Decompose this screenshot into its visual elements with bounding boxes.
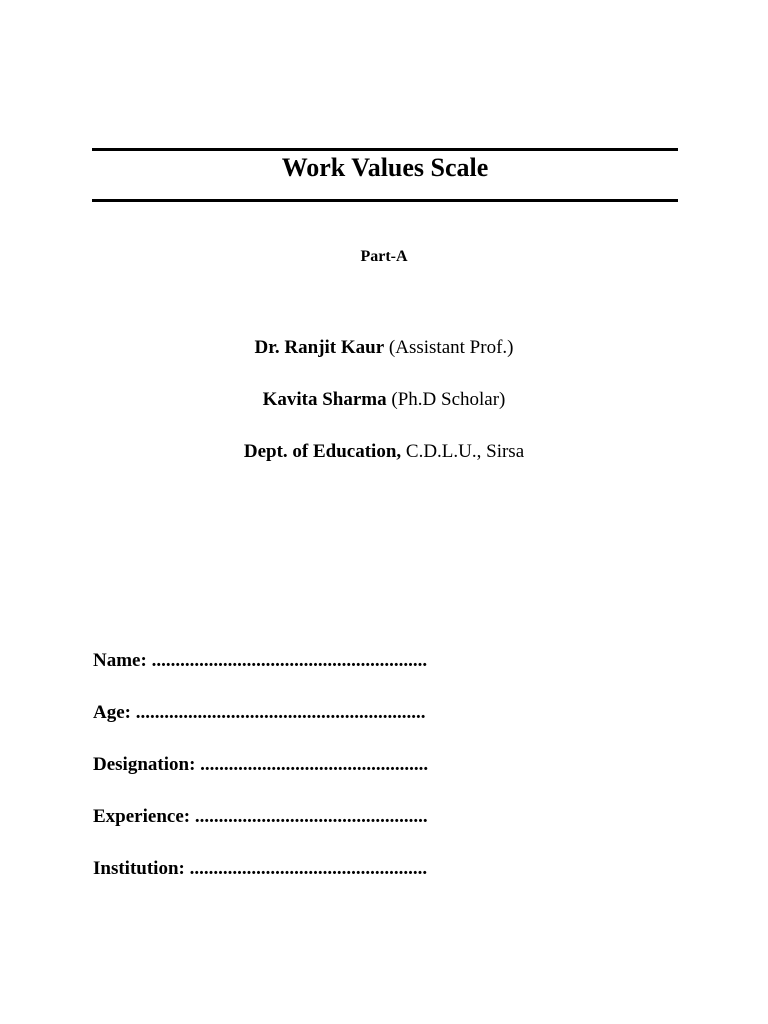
- field-blank: ..........................................................: [151, 650, 428, 671]
- author-role: (Ph.D Scholar): [386, 389, 506, 410]
- author-line-2: [0, 387, 768, 413]
- document-title: Work Values Scale: [281, 153, 489, 182]
- designation-field: [93, 752, 428, 778]
- field-label: Experience:: [93, 806, 191, 827]
- field-blank: .............................................................: [135, 702, 426, 723]
- field-blank: .................................................: [194, 806, 428, 827]
- title-bottom-rule: [92, 199, 678, 202]
- age-field: [93, 700, 425, 726]
- author-name: Dr. Ranjit Kaur: [254, 337, 385, 358]
- part-label: Part-A: [360, 248, 408, 265]
- field-blank: ..................................................: [189, 858, 428, 879]
- department-line: [0, 439, 768, 465]
- department-name: Dept. of Education,: [243, 441, 402, 462]
- field-label: Institution:: [93, 858, 185, 879]
- author-line-1: [0, 335, 768, 361]
- field-label: Age:: [93, 702, 131, 723]
- experience-field: [93, 804, 428, 830]
- field-label: Name:: [93, 650, 147, 671]
- author-name: Kavita Sharma: [262, 389, 387, 410]
- institution-field: [93, 856, 427, 882]
- university-name: C.D.L.U., Sirsa: [401, 441, 525, 462]
- field-label: Designation:: [93, 754, 196, 775]
- field-blank: ................................................: [200, 754, 429, 775]
- author-role: (Assistant Prof.): [384, 337, 514, 358]
- name-field: [93, 648, 427, 674]
